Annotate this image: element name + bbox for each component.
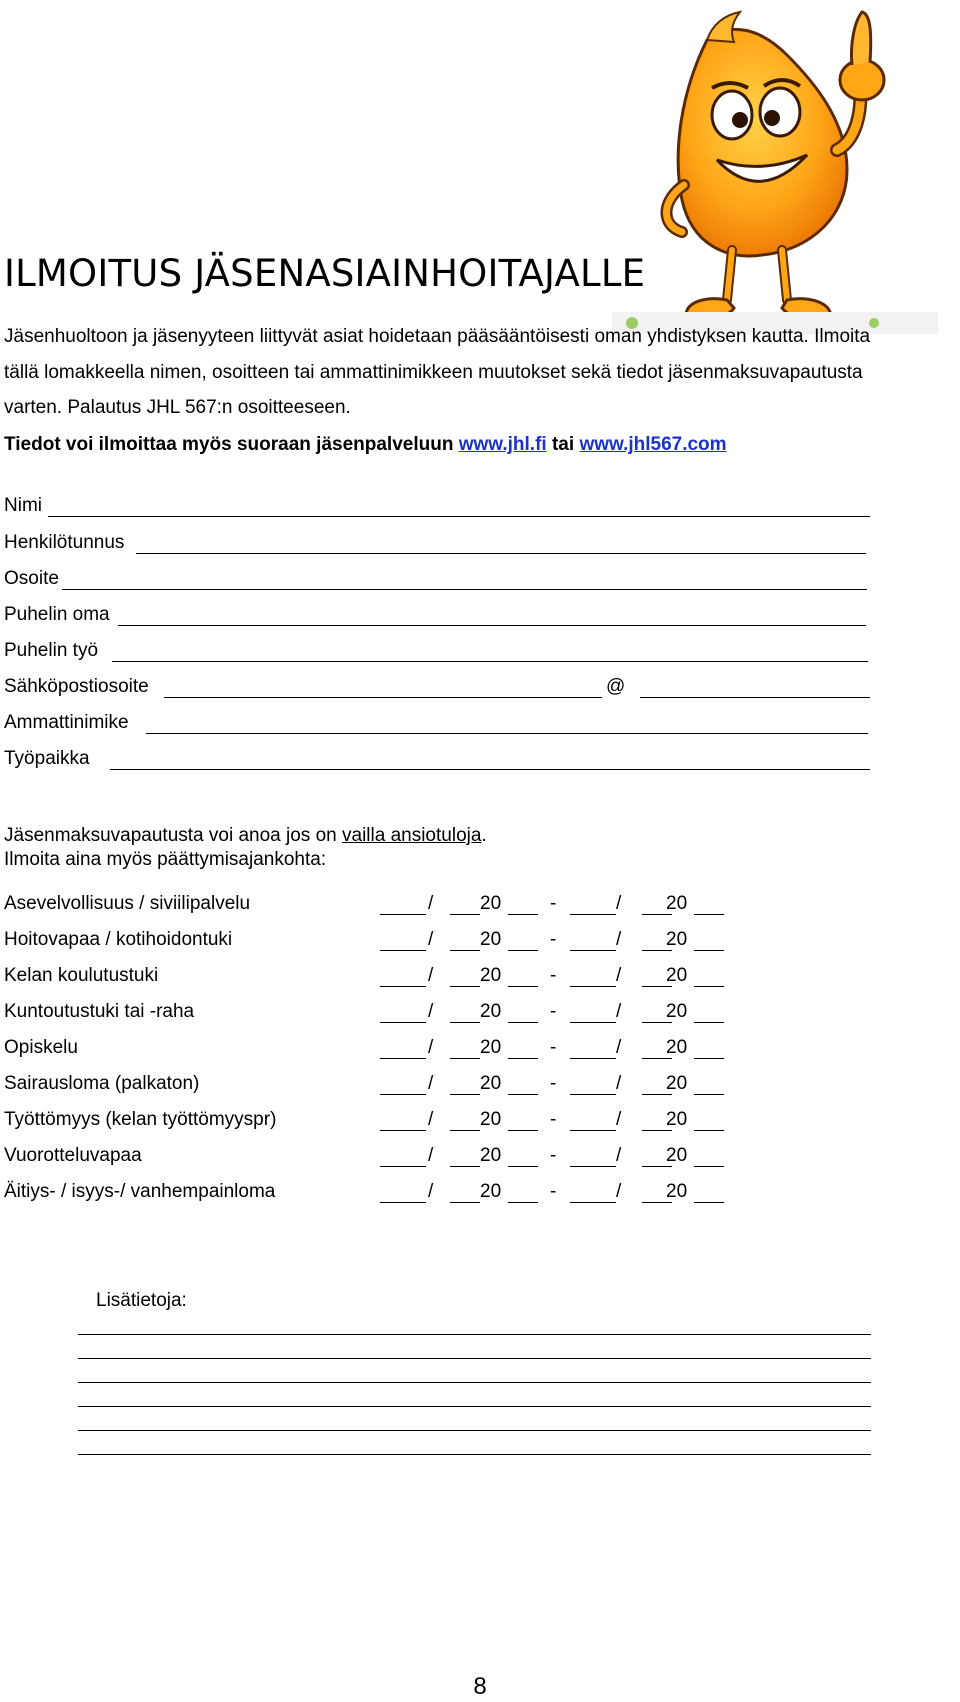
date-year-prefix: 20: [480, 929, 502, 950]
date-slash: /: [428, 1109, 434, 1130]
date-slash: /: [428, 1073, 434, 1094]
field-puhelin-oma-line[interactable]: [118, 625, 866, 626]
date-blank[interactable]: [380, 1022, 426, 1023]
link-jhl-fi[interactable]: www.jhl.fi: [458, 434, 547, 455]
date-blank[interactable]: [450, 1166, 480, 1167]
date-slash: /: [616, 1109, 622, 1130]
date-blank[interactable]: [450, 950, 480, 951]
date-blank[interactable]: [694, 1094, 724, 1095]
field-tyopaikka-label: Työpaikka: [4, 748, 90, 769]
field-ammattinimike-label: Ammattinimike: [4, 712, 129, 733]
page-number: 8: [473, 1673, 487, 1700]
exemption-row-label: Asevelvollisuus / siviilipalvelu: [4, 893, 251, 914]
date-slash: /: [428, 1037, 434, 1058]
exemption-row-label: Kuntoutustuki tai -raha: [4, 1001, 195, 1022]
date-blank[interactable]: [570, 1094, 616, 1095]
date-year-prefix: 20: [666, 929, 688, 950]
date-slash: /: [616, 1001, 622, 1022]
exemption-note-2: Ilmoita aina myös päättymisajankohta:: [4, 849, 327, 870]
date-year-prefix: 20: [666, 1181, 688, 1202]
date-blank[interactable]: [450, 1094, 480, 1095]
date-year-prefix: 20: [666, 1037, 688, 1058]
date-slash: /: [616, 893, 622, 914]
date-dash: -: [550, 1073, 557, 1094]
date-year-prefix: 20: [666, 1109, 688, 1130]
date-blank[interactable]: [694, 1058, 724, 1059]
date-year-prefix: 20: [480, 1109, 502, 1130]
date-year-prefix: 20: [666, 1073, 688, 1094]
field-tyopaikka-line[interactable]: [110, 769, 870, 770]
date-blank[interactable]: [380, 914, 426, 915]
date-year-prefix: 20: [480, 1181, 502, 1202]
date-slash: /: [428, 929, 434, 950]
exemption-row-label: Vuorotteluvapaa: [4, 1145, 142, 1166]
date-slash: /: [616, 1037, 622, 1058]
date-blank[interactable]: [694, 986, 724, 987]
lisatietoja-line[interactable]: [78, 1454, 871, 1455]
date-blank[interactable]: [570, 950, 616, 951]
date-blank[interactable]: [570, 1202, 616, 1203]
lisatietoja-line[interactable]: [78, 1430, 871, 1431]
lisatietoja-label: Lisätietoja:: [96, 1290, 187, 1311]
field-sahkoposti-label: Sähköpostiosoite: [4, 676, 149, 697]
date-slash: /: [428, 965, 434, 986]
date-blank[interactable]: [450, 1022, 480, 1023]
intro-line-3: varten. Palautus JHL 567:n osoitteeseen.: [4, 397, 351, 418]
mascot-illustration: [612, 0, 938, 338]
date-dash: -: [550, 1145, 557, 1166]
date-slash: /: [616, 929, 622, 950]
exemption-note-text: Jäsenmaksuvapautusta voi anoa jos on: [4, 825, 337, 846]
date-slash: /: [616, 1181, 622, 1202]
intro-tai: tai: [551, 434, 575, 455]
date-slash: /: [616, 1145, 622, 1166]
date-blank[interactable]: [508, 1022, 538, 1023]
exemption-row-label: Työttömyys (kelan työttömyyspr): [4, 1109, 277, 1130]
date-blank[interactable]: [508, 1094, 538, 1095]
date-dash: -: [550, 1181, 557, 1202]
date-slash: /: [428, 893, 434, 914]
date-blank[interactable]: [694, 1022, 724, 1023]
date-year-prefix: 20: [480, 1145, 502, 1166]
date-blank[interactable]: [570, 1058, 616, 1059]
exemption-row-label: Äitiys- / isyys-/ vanhempainloma: [4, 1181, 276, 1202]
date-slash: /: [428, 1181, 434, 1202]
field-nimi-line[interactable]: [48, 516, 870, 517]
date-blank[interactable]: [570, 986, 616, 987]
field-puhelin-tyo-line[interactable]: [112, 661, 868, 662]
date-blank[interactable]: [450, 1202, 480, 1203]
date-blank[interactable]: [380, 1058, 426, 1059]
date-blank[interactable]: [508, 986, 538, 987]
date-year-prefix: 20: [480, 965, 502, 986]
date-blank[interactable]: [694, 1166, 724, 1167]
lisatietoja-line[interactable]: [78, 1358, 871, 1359]
date-blank[interactable]: [450, 1058, 480, 1059]
intro-line-2: tällä lomakkeella nimen, osoitteen tai ammattinimikkeen muutokset sekä tiedot jäsenmaksuvapautusta: [4, 362, 863, 383]
date-blank[interactable]: [508, 950, 538, 951]
date-dash: -: [550, 1001, 557, 1022]
date-blank[interactable]: [694, 950, 724, 951]
lisatietoja-line[interactable]: [78, 1382, 871, 1383]
date-slash: /: [428, 1145, 434, 1166]
date-slash: /: [616, 965, 622, 986]
date-year-prefix: 20: [666, 965, 688, 986]
date-year-prefix: 20: [480, 1001, 502, 1022]
exemption-row-label: Opiskelu: [4, 1037, 78, 1058]
date-dash: -: [550, 929, 557, 950]
field-henkilotunnus-label: Henkilötunnus: [4, 532, 125, 553]
exemption-note-end: .: [481, 825, 487, 846]
date-blank[interactable]: [570, 1166, 616, 1167]
date-blank[interactable]: [380, 986, 426, 987]
date-blank[interactable]: [508, 1130, 538, 1131]
field-sahkoposti-at: @: [606, 676, 626, 697]
field-puhelin-tyo-label: Puhelin työ: [4, 640, 99, 661]
date-blank[interactable]: [508, 1058, 538, 1059]
date-dash: -: [550, 1109, 557, 1130]
exemption-note-underlined: vailla ansiotuloja: [342, 825, 482, 846]
link-jhl567-com[interactable]: www.jhl567.com: [579, 434, 727, 455]
date-slash: /: [616, 1073, 622, 1094]
intro-contact-line: [4, 432, 944, 458]
date-blank[interactable]: [380, 1094, 426, 1095]
exemption-row-label: Sairausloma (palkaton): [4, 1073, 200, 1094]
lisatietoja-line[interactable]: [78, 1334, 871, 1335]
field-nimi-label: Nimi: [4, 495, 42, 516]
intro-line-1: Jäsenhuoltoon ja jäsenyyteen liittyvät asiat hoidetaan pääsääntöisesti oman yhdistyksen kautta. Ilmoita: [4, 326, 871, 347]
date-blank[interactable]: [694, 914, 724, 915]
date-blank[interactable]: [508, 914, 538, 915]
date-year-prefix: 20: [666, 1001, 688, 1022]
page-title: ILMOITUS JÄSENASIAINHOITAJALLE: [4, 252, 646, 295]
date-dash: -: [550, 965, 557, 986]
date-blank[interactable]: [380, 1202, 426, 1203]
date-dash: -: [550, 1037, 557, 1058]
date-blank[interactable]: [450, 986, 480, 987]
date-blank[interactable]: [694, 1202, 724, 1203]
field-puhelin-oma-label: Puhelin oma: [4, 604, 110, 625]
date-blank[interactable]: [380, 1130, 426, 1131]
field-sahkoposti-domain-line[interactable]: [640, 697, 870, 698]
exemption-note-1: [4, 824, 487, 847]
date-year-prefix: 20: [666, 893, 688, 914]
date-year-prefix: 20: [480, 1037, 502, 1058]
date-blank[interactable]: [508, 1202, 538, 1203]
date-year-prefix: 20: [666, 1145, 688, 1166]
date-dash: -: [550, 893, 557, 914]
date-blank[interactable]: [508, 1166, 538, 1167]
exemption-row-label: Kelan koulutustuki: [4, 965, 159, 986]
date-blank[interactable]: [450, 914, 480, 915]
date-blank[interactable]: [570, 1022, 616, 1023]
intro-contact-text: Tiedot voi ilmoittaa myös suoraan jäsenpalveluun: [4, 434, 454, 455]
date-blank[interactable]: [570, 1130, 616, 1131]
lisatietoja-line[interactable]: [78, 1406, 871, 1407]
date-blank[interactable]: [570, 914, 616, 915]
date-blank[interactable]: [694, 1130, 724, 1131]
field-osoite-line[interactable]: [62, 589, 867, 590]
field-sahkoposti-user-line[interactable]: [164, 697, 602, 698]
field-ammattinimike-line[interactable]: [146, 733, 868, 734]
field-henkilotunnus-line[interactable]: [136, 553, 866, 554]
field-osoite-label: Osoite: [4, 568, 59, 589]
exemption-row-label: Hoitovapaa / kotihoidontuki: [4, 929, 233, 950]
date-year-prefix: 20: [480, 1073, 502, 1094]
date-blank[interactable]: [380, 1166, 426, 1167]
date-blank[interactable]: [450, 1130, 480, 1131]
date-year-prefix: 20: [480, 893, 502, 914]
date-blank[interactable]: [380, 950, 426, 951]
date-slash: /: [428, 1001, 434, 1022]
